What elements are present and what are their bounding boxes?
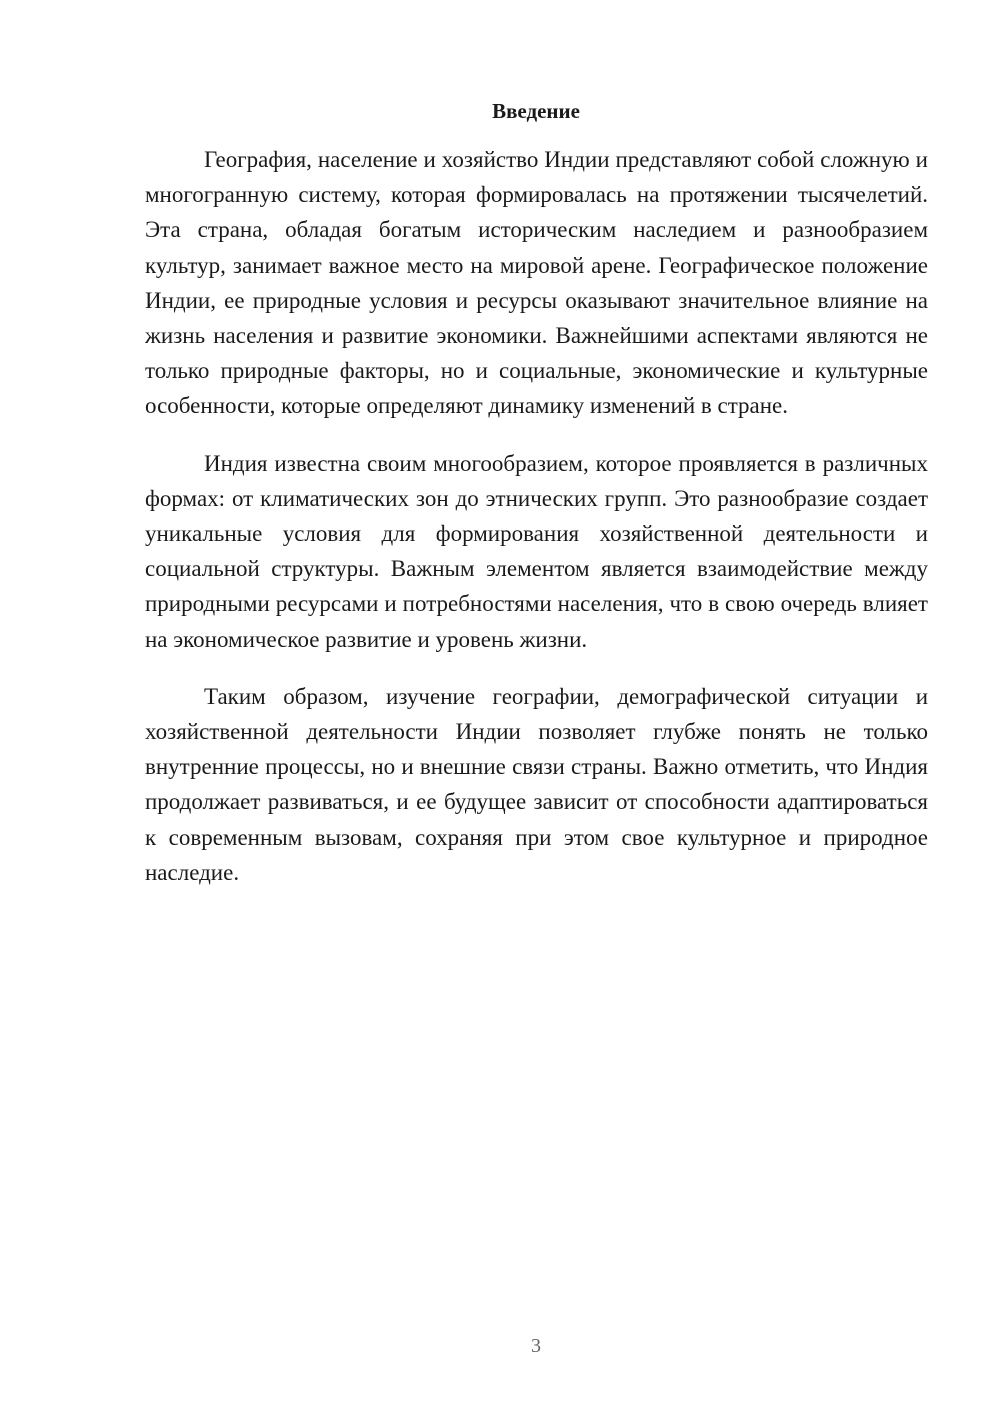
page-number: 3	[531, 1335, 541, 1357]
paragraph-3: Таким образом, изучение географии, демографической ситуации и хозяйственной деятельности Индии позволяет глубже понять не только внутренние процессы, но и внешние связи страны. Важно отметить, что Индия продолжает развиваться, и ее будущее зависит от способности адаптироваться к современным вызовам, сохраняя при этом свое культурное и природное наследие.	[145, 683, 928, 885]
paragraph-2: Индия известна своим многообразием, которое проявляется в различных формах: от климатических зон до этнических групп. Это разнообразие создает уникальные условия для формирования хозяйственной деятельности и социальной структуры. Важным элементом является взаимодействие между природными ресурсами и потребностями населения, что в свою очередь влияет на экономическое развитие и уровень жизни.	[145, 450, 928, 652]
section-heading: Введение	[492, 99, 580, 123]
document-body	[145, 142, 928, 890]
paragraph-1: География, население и хозяйство Индии представляют собой сложную и многогранную систему, которая формировалась на протяжении тысячелетий. Эта страна, обладая богатым историческим наследием и разнообразием культур, занимает важное место на мировой арене. Географическое положение Индии, ее природные условия и ресурсы оказывают значительное влияние на жизнь населения и развитие экономики. Важнейшими аспектами являются не только природные факторы, но и социальные, экономические и культурные особенности, которые определяют динамику изменений в стране.	[145, 147, 928, 419]
